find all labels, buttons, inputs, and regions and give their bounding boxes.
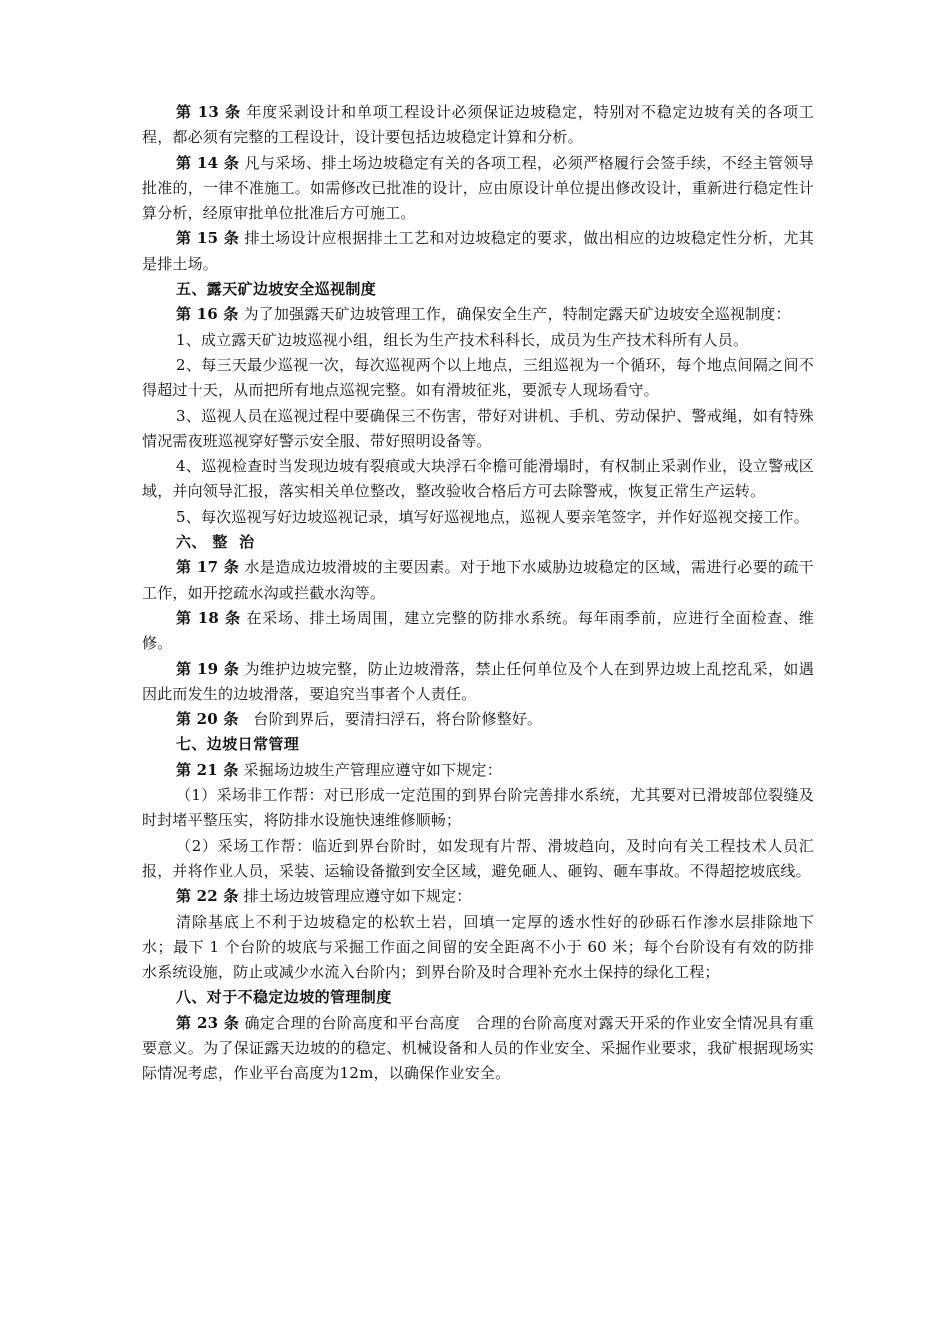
list-item-5: 5、每次巡视写好边坡巡视记录，填写好巡视地点，巡视人要亲笔签字，并作好巡视交接工作。 (176, 507, 809, 526)
article-14 (142, 151, 814, 227)
article-text: 年度采剥设计和单项工程设计必须保证边坡稳定，特别对不稳定边坡有关的各项工程，都必须有完整的工程设计，设计要包括边坡稳定计算和分析。 (142, 103, 814, 147)
section-heading-7: 七、边坡日常管理 (176, 735, 300, 754)
list-item-4: 4、巡视检查时当发现边坡有裂痕或大块浮石伞檐可能滑塌时，有权制止采剥作业，设立警戒区域，并向领导汇报，落实相关单位整改，整改验收合格后方可去除警戒，恢复正常生产运转。 (142, 457, 814, 501)
list-item-non-working-wall: （1）采场非工作帮：对已形成一定范围的到界台阶完善排水系统，尤其要对已滑坡部位裂缝及时封堵平整压实，将防排水设施快速维修顺畅； (142, 786, 814, 830)
article-number: 第 17 条 (176, 558, 240, 577)
list-item-1: 1、成立露天矿边坡巡视小组，组长为生产技术科科长，成员为生产技术科所有人员。 (176, 330, 749, 349)
article-number: 第 15 条 (176, 229, 240, 248)
dump-site-rules: 清除基底上不利于边坡稳定的松软土岩，回填一定厚的透水性好的砂砾石作渗水层排除地下水；最下 1 个台阶的坡底与采掘工作面之间留的安全距离不小于 60 米；每个台阶设有有效的防排水系统设施，防止或减少水流入台阶内；到界台阶及时合理补充水土保持的绿化工程； (142, 912, 814, 982)
article-number: 第 19 条 (176, 659, 240, 678)
article-15 (142, 226, 814, 277)
list-item-working-wall: （2）采场工作帮：临近到界台阶时，如发现有片帮、滑坡趋向，及时向有关工程技术人员汇报，并将作业人员，采装、运输设备撤到安全区域，避免砸人、砸钩、砸车事故。不得超挖坡底线。 (142, 836, 814, 880)
article-text: 水是造成边坡滑坡的主要因素。对于地下水威胁边坡稳定的区域，需进行必要的疏干工作，如开挖疏水沟或拦截水沟等。 (142, 558, 814, 602)
article-22 (142, 884, 814, 909)
article-text: 确定合理的台阶高度和平台高度 合理的台阶高度对露天开采的作业安全情况具有重要意义。为了保证露天边坡的的稳定、机械设备和人员的作业安全、采掘作业要求，我矿根据现场实际情况考虑，作业平台高度为12m，以确保作业安全。 (142, 1013, 815, 1083)
article-16 (142, 302, 814, 327)
article-number: 第 13 条 (176, 103, 241, 121)
article-21 (142, 758, 814, 783)
section-heading-6: 六、 整 治 (176, 533, 255, 552)
article-13 (142, 100, 814, 151)
article-text: 凡与采场、排土场边坡稳定有关的各项工程，必须严格履行会签手续，不经主管领导批准的，一律不准施工。如需修改已批准的设计，应由原设计单位提出修改设计，重新进行稳定性计算分析，经原审批单位批准后方可施工。 (142, 153, 814, 223)
section-heading-8: 八、对于不稳定边坡的管理制度 (176, 988, 392, 1007)
article-text: 排土场边坡管理应遵守如下规定： (243, 887, 472, 906)
article-number: 第 20 条 (176, 710, 239, 729)
article-number: 第 21 条 (176, 760, 239, 779)
section-heading-5: 五、露天矿边坡安全巡视制度 (176, 280, 377, 299)
article-number: 第 18 条 (176, 608, 241, 627)
article-number: 第 14 条 (176, 153, 240, 172)
article-number: 第 16 条 (176, 305, 239, 324)
article-18 (142, 606, 814, 657)
article-number: 第 22 条 (176, 887, 239, 906)
article-text: 台阶到界后，要清扫浮石，将台阶修整好。 (243, 710, 543, 729)
article-text: 为维护边坡完整，防止边坡滑落，禁止任何单位及个人在到界边坡上乱挖乱采，如遇因此而发生的边坡滑落，要追究当事者个人责任。 (142, 659, 814, 703)
article-number: 第 23 条 (176, 1013, 240, 1032)
document-page (142, 100, 814, 1087)
article-text: 在采场、排土场周围，建立完整的防排水系统。每年雨季前，应进行全面检查、维修。 (142, 608, 814, 653)
article-17 (142, 555, 814, 606)
article-19 (142, 657, 814, 708)
article-text: 为了加强露天矿边坡管理工作，确保安全生产，特制定露天矿边坡安全巡视制度： (243, 305, 791, 324)
article-text: 采掘场边坡生产管理应遵守如下规定： (243, 760, 502, 779)
article-text: 排土场设计应根据排土工艺和对边坡稳定的要求，做出相应的边坡稳定性分析，尤其是排土场。 (142, 229, 814, 273)
article-23 (142, 1011, 814, 1087)
article-20 (142, 707, 814, 732)
list-item-2: 2、每三天最少巡视一次，每次巡视两个以上地点，三组巡视为一个循环，每个地点间隔之间不得超过十天，从而把所有地点巡视完整。如有滑坡征兆，要派专人现场看守。 (142, 355, 814, 400)
list-item-3: 3、巡视人员在巡视过程中要确保三不伤害，带好对讲机、手机、劳动保护、警戒绳，如有特殊情况需夜班巡视穿好警示安全服、带好照明设备等。 (142, 406, 814, 450)
